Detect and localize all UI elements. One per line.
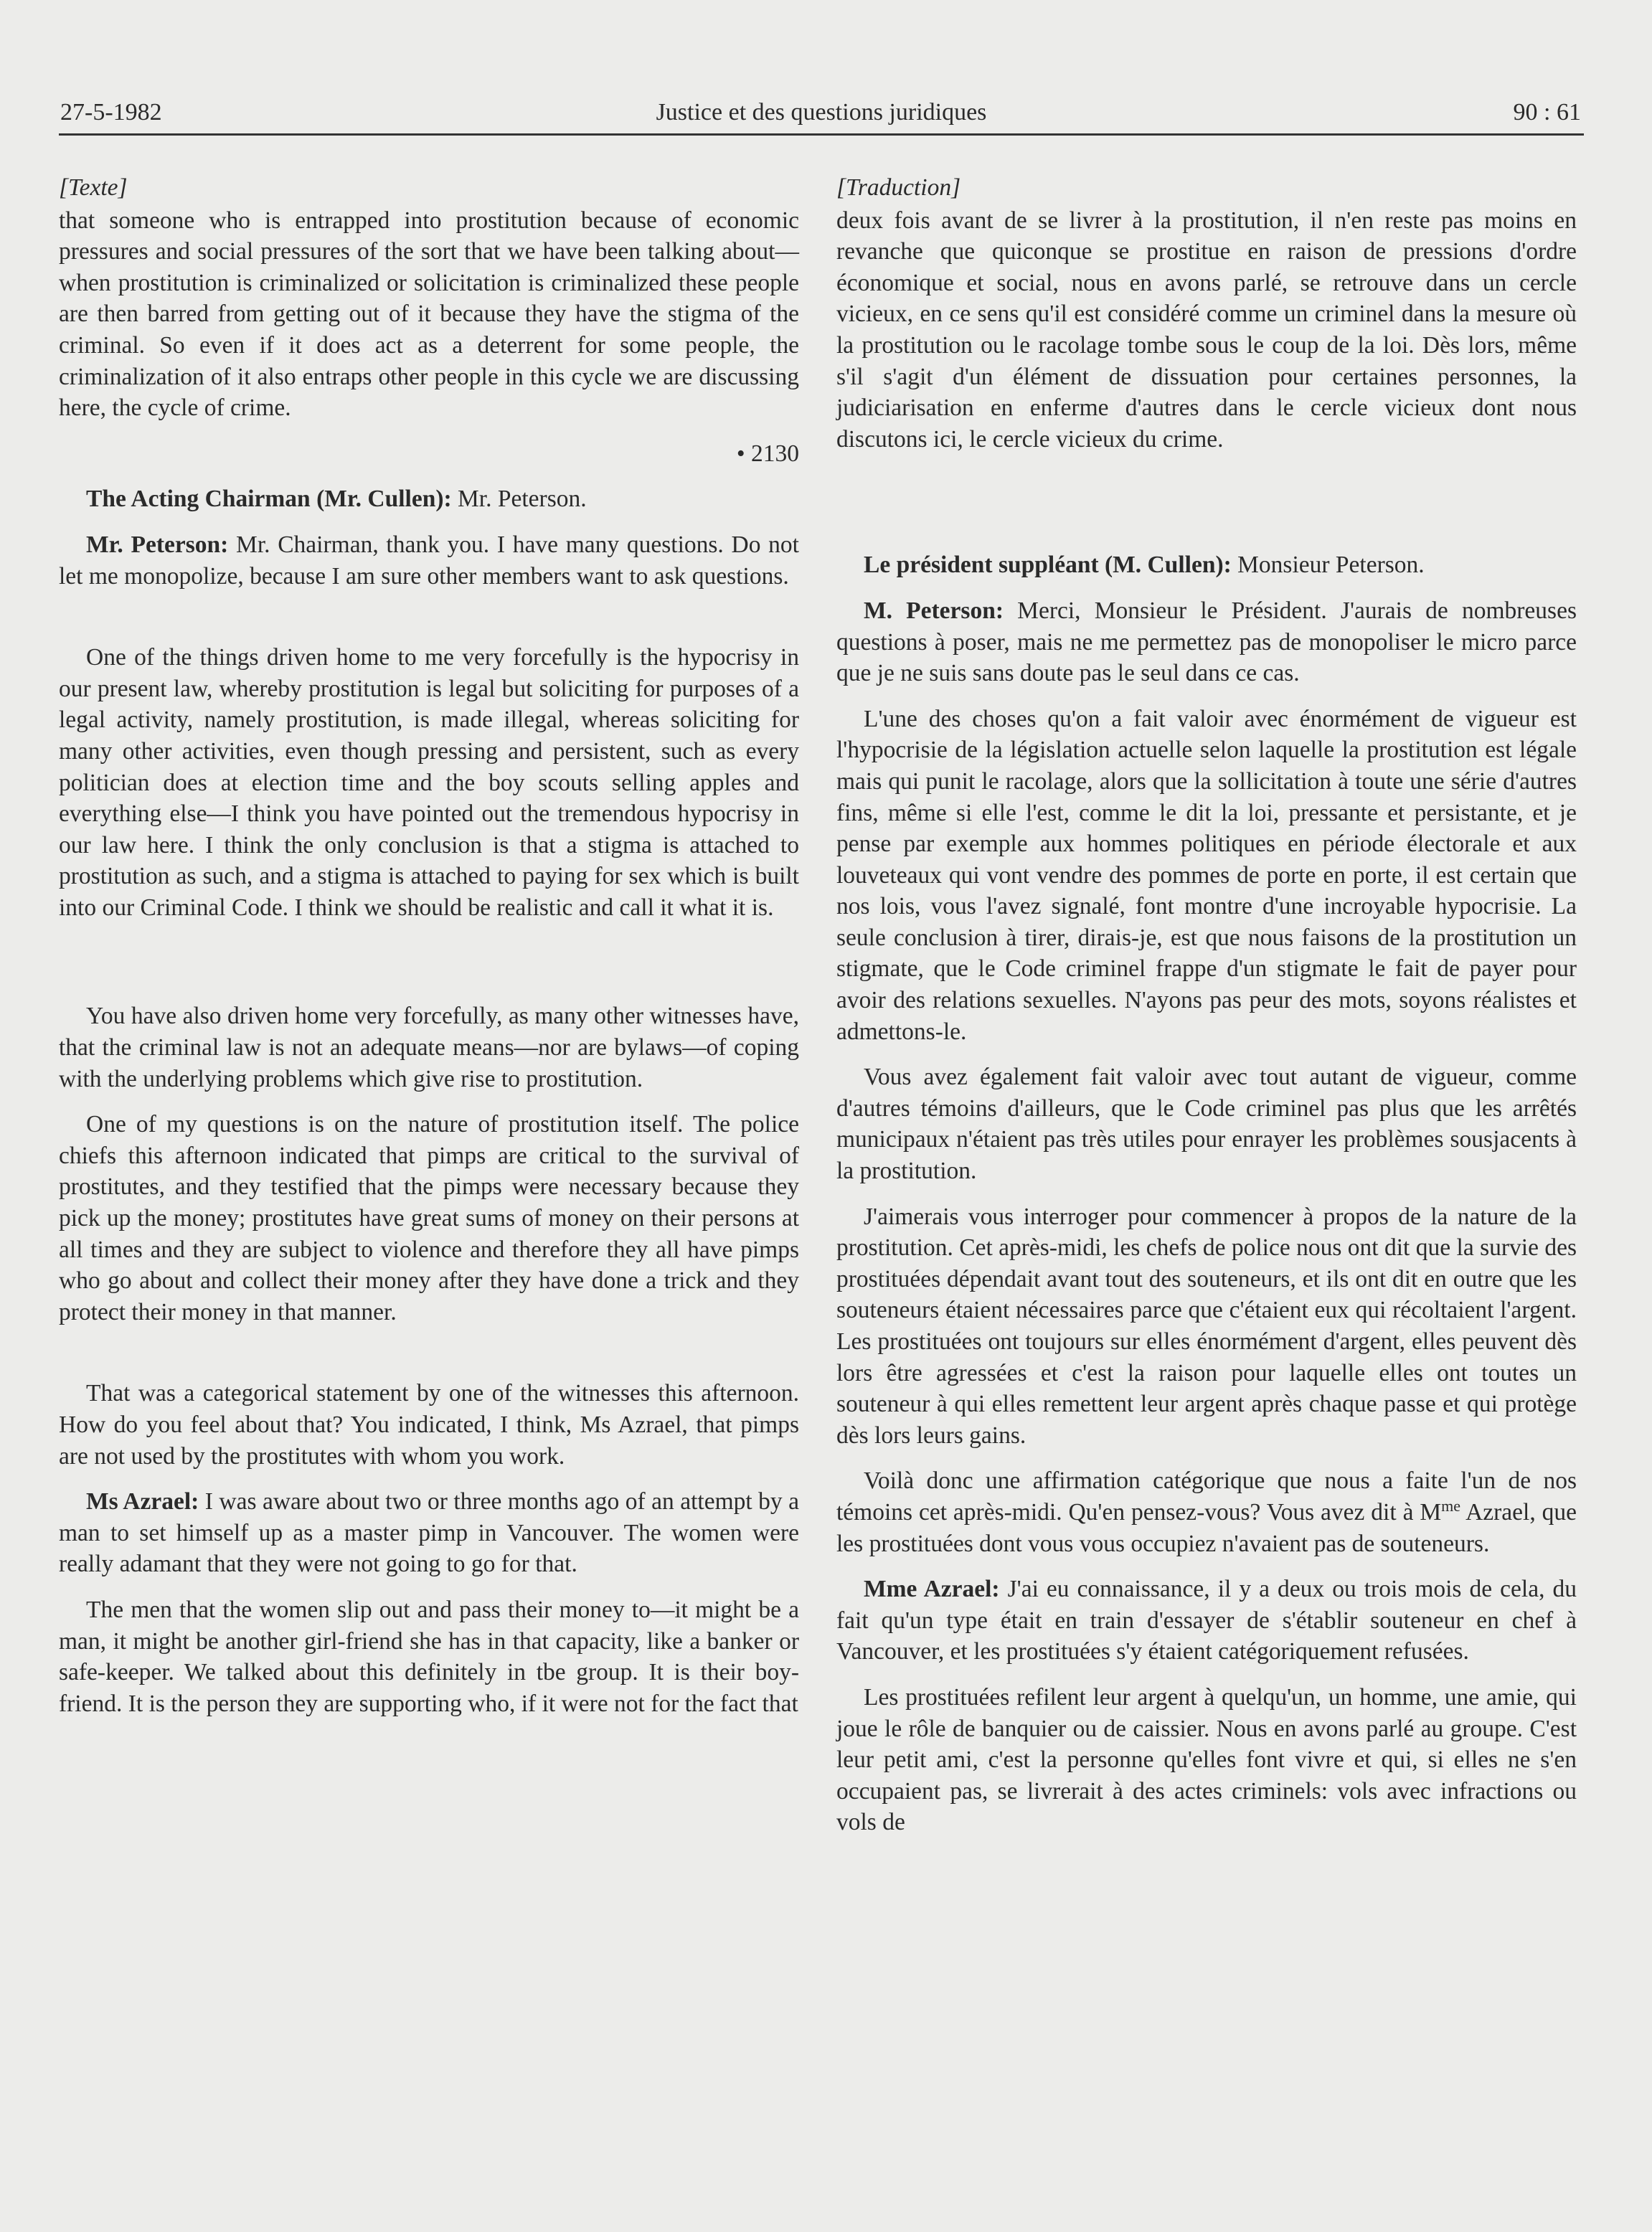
speaker-name: M. Peterson: — [864, 597, 1004, 624]
spacer — [59, 606, 799, 642]
speech-text: Monsieur Peterson. — [1231, 552, 1425, 579]
speech-text: Merci, Monsieur le Président. J'aurais de nombreuses questions à poser, mais ne me permettez pas de monopoliser le micro parce que je ne suis sans doute pas le seul dans ce cas. — [836, 597, 1577, 687]
speaker-name: Le président suppléant (M. Cullen): — [864, 552, 1232, 579]
speech-text: Mr. Chairman, thank you. I have many questions. Do not let me monopolize, because I am sure other members want to ask questions. — [59, 531, 799, 590]
column-label: [Texte] — [59, 174, 128, 201]
paragraph: deux fois avant de se livrer à la prostitution, il n'en reste pas moins en revanche que quiconque se prostitue en raison de pressions d'ordre économique et social, nous en avons parlé, se retrouve dans un cercle vicieux, en ce sens qu'il est considéré comme un criminel dans la mesure où la prostitution ou le racolage tombe sous le coup de la loi. Dès lors, même s'il s'agit d'un élément de dissuation pour certaines personnes, la judiciarisation en enferme d'autres dans le cercle vicieux dont nous discutons ici, le cercle vicieux du crime. — [836, 207, 1577, 453]
speech-text: Azrael, que les prostituées dont vous vous occupiez n'avaient pas de souteneurs. — [836, 1498, 1577, 1557]
english-column — [59, 172, 799, 1734]
paragraph — [836, 1465, 1577, 1559]
superscript: me — [1441, 1496, 1461, 1515]
page-header — [59, 96, 1584, 136]
speaker-name: The Acting Chairman (Mr. Cullen): — [86, 486, 452, 513]
paragraph: L'une des choses qu'on a fait valoir avec énormément de vigueur est l'hypocrisie de la législation actuelle selon laquelle la prostitution est légale mais qui punit le racolage, alors que la sollicitation à toute une série d'autres fins, même si elle l'est, comme le dit la loi, pressante et persistante, et je pense par exemple aux hommes politiques en période électorale et aux louveteaux qui vont vendre des pommes de porte en porte, il est certain que nos lois, vous l'avez signalé, font montre d'une incroyable hypocrisie. La seule conclusion à tirer, dirais-je, est que nous faisons de la prostitution un stigmate, que le Code criminel frappe d'un stigmate le fait de payer pour avoir des relations sexuelles. N'ayons pas peur des mots, soyons réalistes et admettons-le. — [836, 705, 1577, 1045]
paragraph: One of the things driven home to me very forcefully is the hypocrisy in our present law, whereby prostitution is legal but soliciting for purposes of a legal activity, namely prostitution, is made illegal, whereas soliciting for many other activities, even though pressing and persistent, such as every politician does at election time and the boy scouts selling apples and everything else—I think you have pointed out the tremendous hypocrisy in our law here. I think the only conclusion is that a stigma is attached to prostitution as such, and a stigma is attached to paying for sex which is built into our Criminal Code. I think we should be realistic and call it what it is. — [59, 644, 799, 921]
paragraph — [836, 549, 1577, 581]
speech-text: I was aware about two or three months ago of an attempt by a man to set himself up as a master pimp in Vancouver. The women were really adamant that they were not going to go for that. — [59, 1488, 799, 1578]
header-page-number: 90 : 61 — [1513, 99, 1581, 126]
french-column — [836, 172, 1577, 1853]
header-title: Justice et des questions juridiques — [656, 99, 987, 126]
paragraph: Vous avez également fait valoir avec tout autant de vigueur, comme d'autres témoins d'ailleurs, que le Code criminel pas plus que les arrêtés municipaux n'étaient pas très utiles pour enrayer les problèmes sousjacents à la prostitution. — [836, 1064, 1577, 1185]
paragraph: The men that the women slip out and pass their money to—it might be a man, it might be another girl-friend she has in that capacity, like a banker or safe-keeper. We talked about this definitely in tbe group. It is their boy-friend. It is the person they are supporting who, if it were not for the fact that — [59, 1596, 799, 1717]
paragraph: J'aimerais vous interroger pour commencer à propos de la nature de la prostitution. Cet après-midi, les chefs de police nous ont dit que la survie des prostituées dépendait avant tout des souteneurs, et ils ont dit en outre que les souteneurs étaient nécessaires parce que c'étaient eux qui récoltaient l'argent. Les prostituées ont toujours sur elles énormément d'argent, elles peuvent dès lors être agressées et c'est la raison pour laquelle elles ont toutes un souteneur à qui elles remettent leur argent après chaque passe et qui protège dès lors leurs gains. — [836, 1203, 1577, 1449]
speech-text: Mr. Peterson. — [451, 486, 587, 513]
column-label: [Traduction] — [836, 174, 961, 201]
paragraph: One of my questions is on the nature of prostitution itself. The police chiefs this afternoon indicated that pimps are critical to the survival of prostitutes, and they testified that the pimps were necessary because they pick up the money; prostitutes have great sums of money on their persons at all times and they are subject to violence and therefore they all have pimps who go about and collect their money after they have done a trick and they protect their money in that manner. — [59, 1111, 799, 1325]
paragraph — [59, 483, 799, 515]
speech-text: J'ai eu connaissance, il y a deux ou trois mois de cela, du fait qu'un type était en train d'essayer de s'établir souteneur en chef à Vancouver, et les prostituées s'y étaient catégoriquement refusées. — [836, 1576, 1577, 1665]
speaker-name: Mme Azrael: — [864, 1576, 1000, 1603]
speech-text: Voilà donc une affirmation catégorique que nous a faite l'un de nos témoins cet après-midi. Qu'en pensez-vous? Vous avez dit à M — [836, 1467, 1577, 1526]
paragraph: That was a categorical statement by one of the witnesses this afternoon. How do you feel about that? You indicated, I think, Ms Azrael, that pimps are not used by the prostitutes with whom you work. — [59, 1380, 799, 1470]
header-date: 27-5-1982 — [60, 99, 162, 126]
paragraph: You have also driven home very forcefully, as many other witnesses have, that the criminal law is not an adequate means—nor are bylaws—of coping with the underlying problems which give rise to prostitution. — [59, 1003, 799, 1092]
paragraph — [59, 1486, 799, 1580]
spacer — [59, 937, 799, 1001]
paragraph — [59, 529, 799, 592]
header-rule — [59, 133, 1584, 136]
paragraph — [836, 595, 1577, 689]
paragraph: that someone who is entrapped into prostitution because of economic pressures and social pressures of the sort that we have been talking about—when prostitution is criminalized or solicitation is criminalized these people are then barred from getting out of it because they have the stigma of the criminal. So even if it does act as a deterrent for some people, the criminalization of it also entraps other people in this cycle we are discussing here, the cycle of crime. — [59, 207, 799, 422]
paragraph — [836, 1574, 1577, 1668]
speaker-name: Ms Azrael: — [86, 1488, 199, 1515]
column-label-text: Traduction — [846, 174, 952, 201]
spacer — [836, 469, 1577, 549]
paragraph: Les prostituées refilent leur argent à quelqu'un, un homme, une amie, qui joue le rôle de banquier ou de caissier. Nous en avons parlé au groupe. C'est leur petit ami, c'est la personne qu'elles font vivre et qui, si elles ne s'en occupaient pas, se livrerait à des actes criminels: vols avec infractions ou vols de — [836, 1683, 1577, 1836]
column-label-text: Texte — [68, 174, 118, 201]
spacer — [59, 1342, 799, 1378]
speaker-name: Mr. Peterson: — [86, 531, 229, 558]
time-marker: • 2130 — [736, 440, 799, 467]
